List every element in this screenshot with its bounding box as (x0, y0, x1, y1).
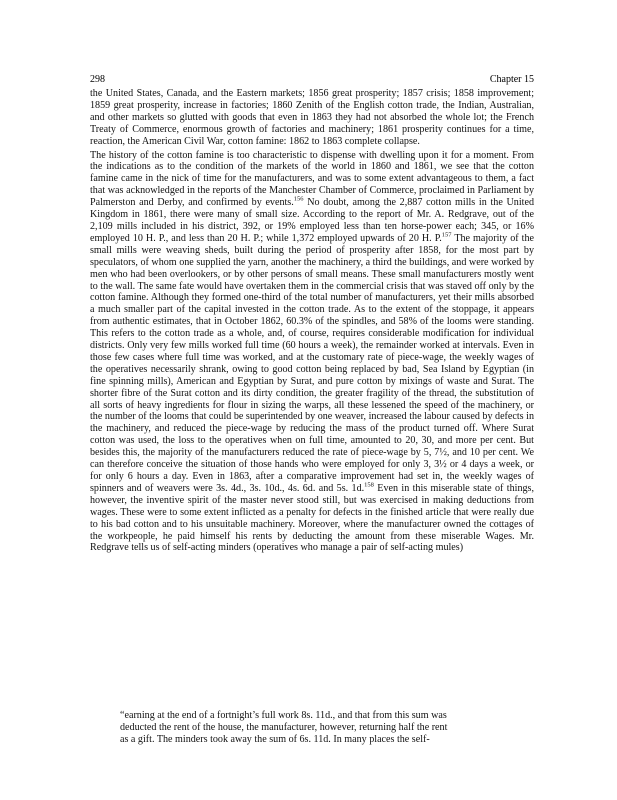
footnote-marker[interactable]: 156 (293, 195, 304, 203)
paragraph (90, 88, 534, 148)
paragraph-text: Even in this miserable state of things, however, the inventive spirit of the master never stood still, but was exercised in making deductions from wages. These were to some extent inflicted as a penalty for defects in the finished article that were really due to his bad cotton and to his unsuitable machinery. Moreover, where the manufacturer owned the cottages of the workpeople, he paid himself his rents by deducting the amount from these miserable Wages. Mr. Redgrave tells us of self-acting minders (operatives who manage a pair of self-acting mules) (90, 482, 534, 554)
footnote-marker[interactable]: 157 (441, 231, 452, 239)
footnote-marker[interactable]: 158 (364, 481, 374, 489)
block-quote (120, 710, 510, 746)
body-text (90, 88, 534, 556)
page-number: 298 (90, 74, 105, 85)
quote-line: “earning at the end of a fortnight’s full work 8s. 11d., and that from this sum was (120, 710, 447, 721)
paragraph (90, 150, 534, 555)
paragraph-text: the United States, Canada, and the Eastern markets; 1856 great prosperity; 1857 crisis; 1858 improvement; 1859 great prosperity, increase in factories; 1860 Zenith of the English cotton trade, the Indian, Australian, and other markets so glutted with goods that even in 1863 they had not absorbed the whole lot; the French Treaty of Commerce, enormous growth of factories and machinery; 1861 prosperity continues for a time, reaction, the American Civil War, cotton famine: 1862 to 1863 complete collapse. (90, 88, 534, 147)
paragraph-text: No doubt, among the 2,887 cotton mills in the United Kingdom in 1861, there were many of small size. According to the report of Mr. A. Redgrave, out of the 2,109 mills included in his district, 392, or 19% employed less than ten horse-power each; 345, or 16% employed 10 H. P., and less than 20 H. P.; while 1,372 employed upwards of 20 H. P. (90, 197, 534, 244)
running-head-chapter: Chapter 15 (489, 74, 534, 85)
paragraph-text: The history of the cotton famine is too characteristic to dispense with dwelling upon it for a moment. From the indications as to the condition of the markets of the world in 1860 and 1861, we see that the cotton famine came in the nick of time for the manufacturers, and was to some extent advantageous to them, a fact that was acknowledged in the reports of the Manchester Chamber of Commerce, proclaimed in Parliament by Palmerston and Derby, and confirmed by events. (90, 149, 534, 209)
quote-line: deducted the rent of the house, the manufacturer, however, returning half the rent (120, 721, 448, 733)
quote-line: as a gift. The minders took away the sum of 6s. 11d. In many places the self- (120, 733, 430, 745)
paragraph-text: The majority of the small mills were weaving sheds, built during the period of prosperity after 1858, for the most part by speculators, of whom one supplied the yarn, another the machinery, a third the buildings, and were worked by men who had been overlookers, or by other persons of small means. These small manufacturers mostly went to the wall. The same fate would have overtaken them in the commercial crisis that was staved off only by the cotton famine. Although they formed one-third of the total number of manufacturers, yet their mills absorbed a much smaller part of the capital invested in the cotton trade. As to the extent of the stoppage, it appears from authentic estimates, that in October 1862, 60.3% of the spindles, and 58% of the looms were standing. This refers to the cotton trade as a whole, and, of course, requires considerable modification for individual districts. Only very few mills worked full time (60 hours a week), the remainder worked at intervals. Even in those few cases where full time was worked, and at the customary rate of piece-wage, the weekly wages of the operatives necessarily shrank, owing to good cotton being replaced by bad, Sea Island by Egyptian (in fine spinning mills), American and Egyptian by Surat, and pure cotton by mixings of waste and Surat. The shorter fibre of the Surat cotton and its dirty condition, the greater fragility of the thread, the substitution of all sorts of heavy ingredients for flour in sizing the warps, all these lessened the speed of the machinery, or the number of the looms that could be superintended by one weaver, increased the labour caused by defects in the machinery, and reduced the piece-wage by reducing the mass of the product turned off. Where Surat cotton was used, the loss to the operatives when on full time, amounted to 20, 30, and more per cent. But besides this, the majority of the manufacturers reduced the rate of piece-wage by 5, 7½, and 10 per cent. We can therefore conceive the situation of those hands who were employed for only 3, 3½ or 4 days a week, or for only 6 hours a day. Even in 1863, after a comparative improvement had set in, the weekly wages of spinners and of weavers were 3s. 4d., 3s. 10d., 4s. 6d. and 5s. 1d. (90, 232, 534, 494)
